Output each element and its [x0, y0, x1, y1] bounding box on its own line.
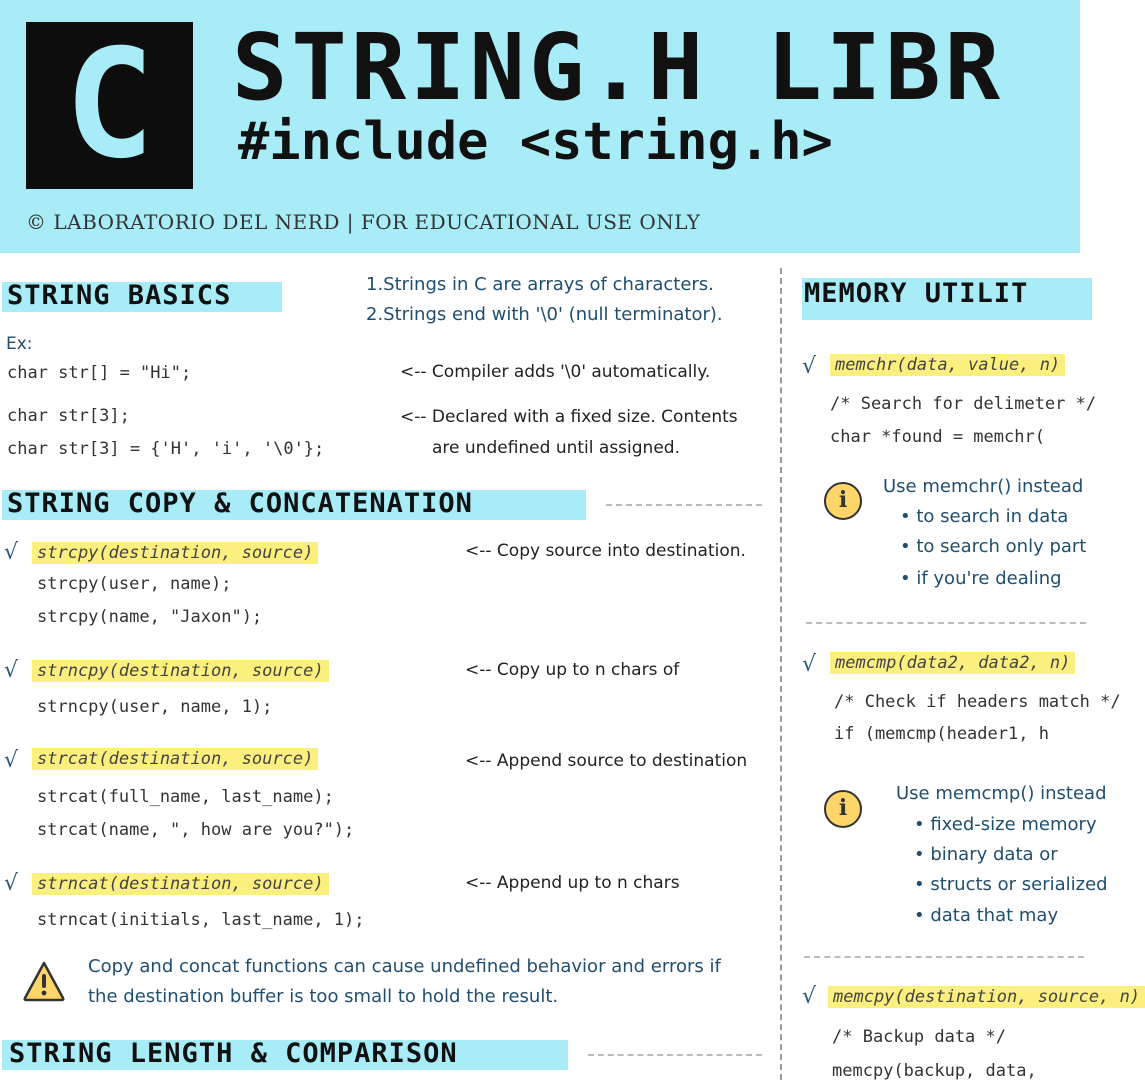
info-icon: i: [824, 482, 862, 520]
memchr-example-1: /* Search for delimeter */: [830, 394, 1097, 414]
bullet: •: [914, 905, 931, 926]
check-icon: √: [4, 658, 19, 683]
check-icon: √: [4, 871, 19, 896]
strncpy-signature: strncpy(destination, source): [32, 660, 329, 682]
section-title-basics: STRING BASICS: [7, 280, 232, 311]
memcpy-example-2: memcpy(backup, data,: [832, 1061, 1037, 1081]
warning-text-1: Copy and concat functions can cause undefined behavior and errors if: [88, 956, 721, 977]
memcmp-bullet-1: [914, 814, 1097, 835]
strcpy-note: <-- Copy source into destination.: [465, 541, 746, 561]
section-title-length: STRING LENGTH & COMPARISON: [9, 1038, 458, 1069]
check-icon: √: [4, 540, 19, 565]
bullet: •: [900, 568, 917, 589]
memcmp-example-2: if (memcmp(header1, h: [834, 724, 1049, 744]
memory-column: [782, 262, 1141, 1081]
basics-note-2a: <-- Declared with a fixed size. Contents: [400, 407, 738, 427]
section-title-copy: STRING COPY & CONCATENATION: [7, 488, 473, 519]
memchr-bullet-1: [900, 506, 1068, 527]
logo-letter: C: [64, 18, 155, 192]
strncpy-example-1: strncpy(user, name, 1);: [37, 697, 273, 717]
bullet: •: [914, 814, 931, 835]
include-directive: #include <string.h>: [238, 112, 833, 172]
basics-code-1: char str[] = "Hi";: [7, 363, 192, 383]
bullet: •: [914, 844, 931, 865]
strncat-note: <-- Append up to n chars: [465, 873, 680, 893]
strncat-signature: strncat(destination, source): [32, 873, 329, 895]
memcmp-bullet-1-text: fixed-size memory: [930, 814, 1097, 835]
memcpy-signature: memcpy(destination, source, n): [828, 986, 1145, 1008]
memcmp-bullet-3: [914, 874, 1108, 895]
item-divider: [806, 622, 1086, 624]
strcpy-signature: strcpy(destination, source): [32, 542, 318, 564]
item-divider: [804, 956, 1084, 958]
memchr-example-2: char *found = memchr(: [830, 427, 1045, 447]
memchr-bullet-1-text: to search in data: [916, 506, 1069, 527]
copyright-notice: © LABORATORIO DEL NERD | FOR EDUCATIONAL USE ONLY: [26, 210, 701, 234]
basics-note-1: <-- Compiler adds '\0' automatically.: [400, 362, 711, 382]
memcmp-bullet-2: [914, 844, 1058, 865]
check-icon: √: [802, 984, 817, 1009]
memcmp-bullet-4-text: data that may: [930, 905, 1059, 926]
basics-code-3: char str[3] = {'H', 'i', '\0'};: [7, 439, 325, 459]
example-label: Ex:: [6, 334, 33, 354]
warning-icon: [22, 960, 66, 1002]
bullet: •: [900, 506, 917, 527]
basics-rule-1: 1.Strings in C are arrays of characters.: [366, 274, 714, 295]
bullet: •: [914, 874, 931, 895]
basics-note-2b: are undefined until assigned.: [432, 438, 680, 458]
strcat-note: <-- Append source to destination: [465, 751, 748, 771]
check-icon: √: [802, 354, 817, 379]
strcpy-example-2: strcpy(name, "Jaxon");: [37, 607, 263, 627]
memchr-tip: Use memchr() instead: [883, 476, 1084, 497]
warning-text-2: the destination buffer is too small to hold the result.: [88, 986, 559, 1007]
bullet: •: [900, 536, 917, 557]
memchr-bullet-2-text: to search only part: [916, 536, 1087, 557]
memchr-bullet-2: [900, 536, 1086, 557]
c-logo: [26, 18, 193, 192]
memcmp-bullet-2-text: binary data or: [930, 844, 1058, 865]
check-icon: √: [4, 748, 19, 773]
strncpy-note: <-- Copy up to n chars of: [465, 660, 680, 680]
memcmp-tip: Use memcmp() instead: [896, 783, 1107, 804]
strcat-signature: strcat(destination, source): [32, 748, 318, 770]
strcpy-example-1: strcpy(user, name);: [37, 574, 232, 594]
header-banner: [0, 0, 1080, 253]
strcat-example-2: strcat(name, ", how are you?");: [37, 820, 355, 840]
strncat-example-1: strncat(initials, last_name, 1);: [37, 910, 365, 930]
memcmp-bullet-4: [914, 905, 1058, 926]
basics-code-2: char str[3];: [7, 406, 130, 426]
memcpy-example-1: /* Backup data */: [832, 1027, 1006, 1047]
memchr-bullet-3: [900, 568, 1062, 589]
section-title-memory: MEMORY UTILIT: [804, 278, 1029, 309]
section-dash: [606, 504, 762, 506]
info-icon: i: [824, 790, 862, 828]
check-icon: √: [802, 652, 817, 677]
memcmp-bullet-3-text: structs or serialized: [930, 874, 1108, 895]
memcmp-signature: memcmp(data2, data2, n): [830, 652, 1075, 674]
memchr-bullet-3-text: if you're dealing: [916, 568, 1062, 589]
section-dash: [588, 1054, 762, 1056]
strcat-example-1: strcat(full_name, last_name);: [37, 787, 334, 807]
basics-rule-2: 2.Strings end with '\0' (null terminator).: [366, 304, 723, 325]
memchr-signature: memchr(data, value, n): [830, 354, 1065, 376]
memcmp-example-1: /* Check if headers match */: [834, 692, 1121, 712]
page-title: STRING.H LIBR: [232, 14, 1005, 121]
